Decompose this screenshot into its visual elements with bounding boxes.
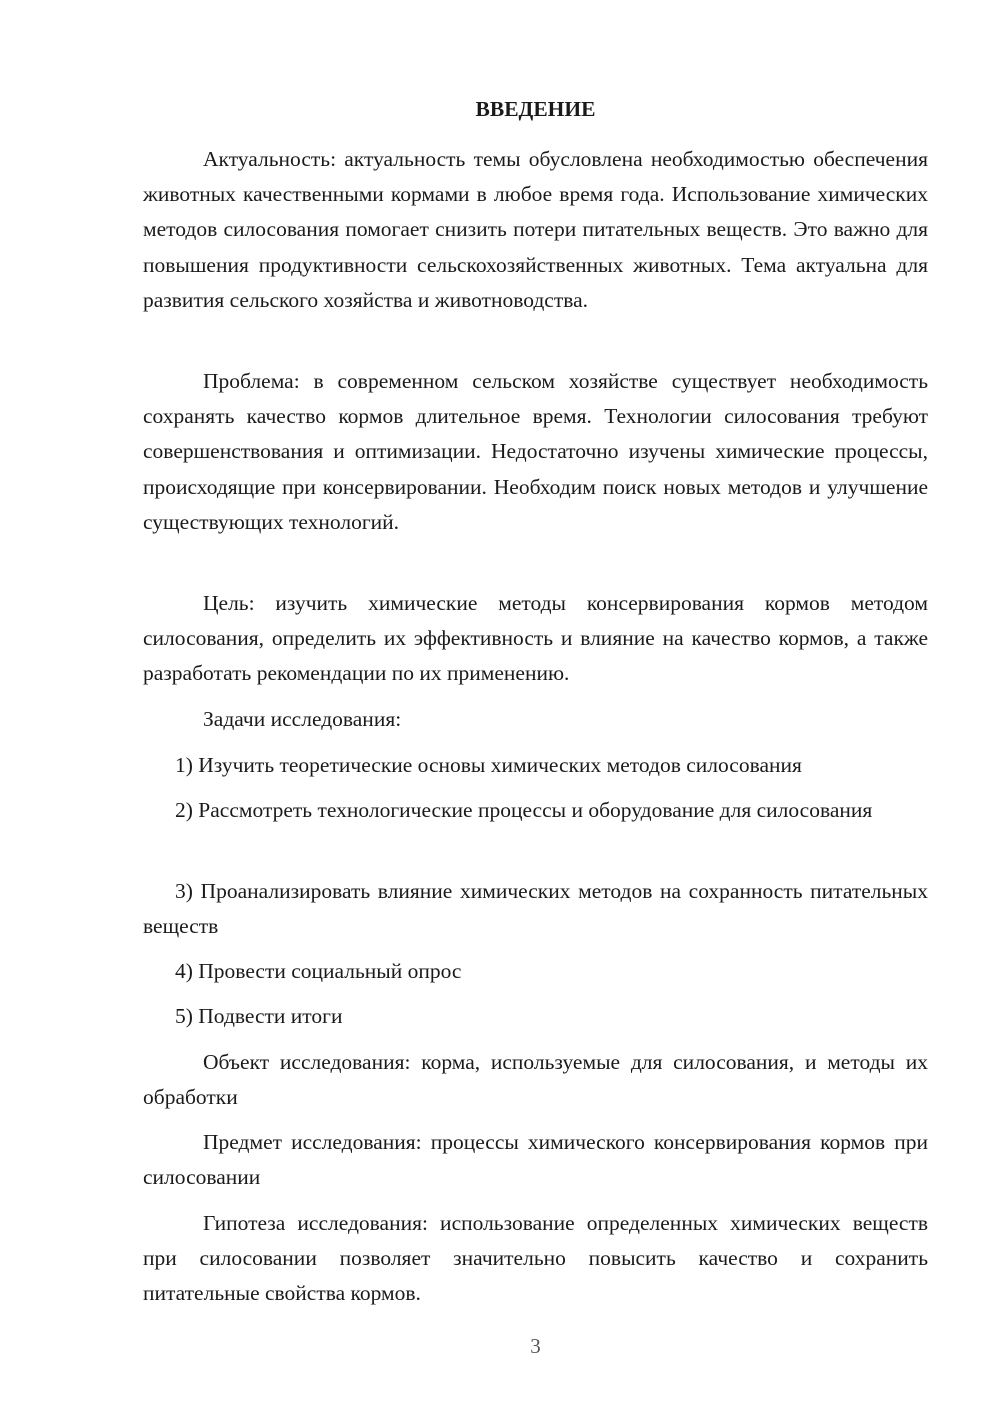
page-title: ВВЕДЕНИЕ	[475, 97, 596, 121]
tasks-heading: Задачи исследования:	[203, 707, 402, 731]
paragraph-problem: Проблема: в современном сельском хозяйстве существует необходимость сохранять качество кормов длительное время. Технологии силосования требуют совершенствования и оптимизации. Недостаточно изучены химические процессы, происходящие при консервировании. Необходим поиск новых методов и улучшение существующих технологий.	[143, 369, 928, 534]
task-item-3: 3) Проанализировать влияние химических методов на сохранность питательных веществ	[143, 879, 928, 939]
document-page	[143, 0, 928, 1414]
task-item-2: 2) Рассмотреть технологические процессы и оборудование для силосования	[175, 798, 873, 822]
task-item-1: 1) Изучить теоретические основы химических методов силосования	[175, 753, 802, 777]
paragraph-relevance: Актуальность: актуальность темы обусловлена необходимостью обеспечения животных качественными кормами в любое время года. Использование химических методов силосования помогает снизить потери питательных веществ. Это важно для повышения продуктивности сельскохозяйственных животных. Тема актуальна для развития сельского хозяйства и животноводства.	[143, 147, 928, 312]
page-number: 3	[530, 1334, 541, 1358]
paragraph-hypothesis: Гипотеза исследования: использование определенных химических веществ при силосовании позволяет значительно повысить качество и сохранить питательные свойства кормов.	[143, 1211, 928, 1306]
task-item-4: 4) Провести социальный опрос	[175, 959, 462, 983]
paragraph-subject: Предмет исследования: процессы химического консервирования кормов при силосовании	[143, 1130, 928, 1190]
paragraph-goal: Цель: изучить химические методы консервирования кормов методом силосования, определить их эффективность и влияние на качество кормов, а также разработать рекомендации по их применению.	[143, 591, 928, 686]
paragraph-object: Объект исследования: корма, используемые для силосования, и методы их обработки	[143, 1050, 928, 1110]
task-item-5: 5) Подвести итоги	[175, 1004, 343, 1028]
